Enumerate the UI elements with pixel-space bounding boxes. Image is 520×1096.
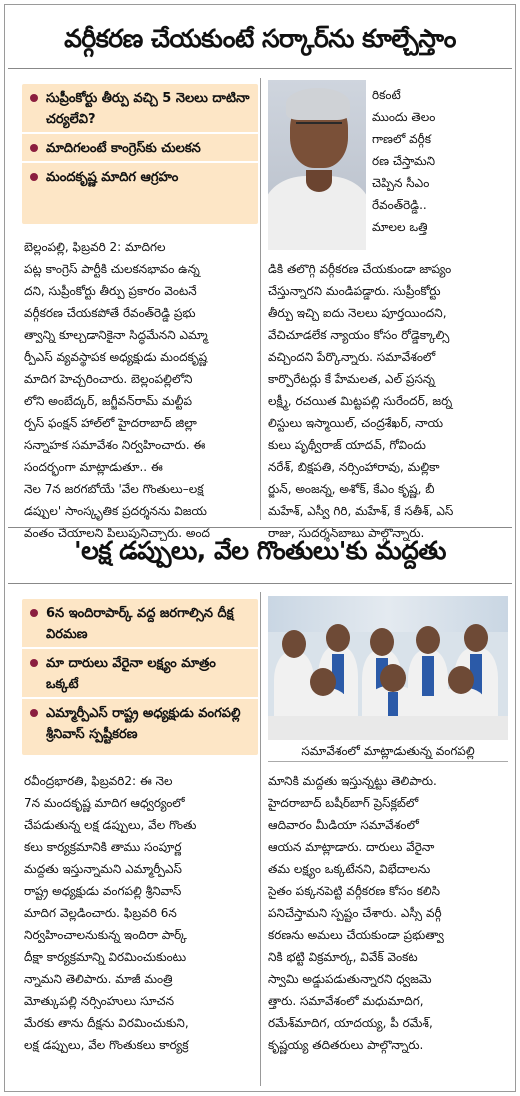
text-line: కలు కార్యక్రమానికి తాము సంపూర్ణ [24, 840, 182, 854]
photo-face [448, 666, 474, 694]
text-line: కరణను అమలు చేయకుండా ప్రభుత్వా [268, 928, 444, 942]
text-line: ముందు తెలం [372, 110, 436, 124]
highlight-item [22, 599, 258, 649]
text-line: నరేశ్, బిక్షపతి, నర్సింహారావు, మల్లికా [268, 460, 440, 474]
text-line: ర్పీఎస్ వ్యవస్థాపక అధ్యక్షుడు మందకృష్ణ [24, 350, 208, 364]
story1-highlights-box [22, 84, 258, 224]
text-line: సన్నాహక సమావేశం నిర్వహించారు. ఈ [24, 438, 206, 452]
text-line: రమేశ్‌మాదిగ, యాదయ్య, పీ రమేశ్, [268, 1016, 433, 1030]
highlight-item [22, 699, 258, 747]
text-line: మానికి మద్దతు ఇస్తున్నట్టు తెలిపారు. [268, 774, 437, 788]
photo-face [326, 624, 350, 652]
text-line: పనిచేస్తామని స్పష్టం చేశారు. ఎస్సీ వర్గీ [268, 906, 442, 920]
photo-table [268, 716, 508, 740]
text-line: చెప్పిన సీఎం [372, 176, 430, 190]
story2-highlights-box [22, 599, 258, 755]
story1-headline: వర్గీకరణ చేయకుంటే సర్కార్‌ను కూల్చేస్తాం [64, 24, 456, 53]
text-line: 7న మందకృష్ణ మాదిగ ఆధ్వర్యంలో [24, 796, 185, 810]
bullet-dot-icon [30, 144, 38, 152]
text-line: రికంటే [372, 88, 401, 102]
text-line: మద్దతు ఇస్తున్నామని ఎమ్మార్పీఎస్ [24, 862, 182, 876]
text-line: వేచిచూడలేక న్యాయం కోసం రోడ్డెక్కాల్సి [268, 328, 450, 342]
highlight-text: మందకృష్ణ మాదిగ ఆగ్రహం [46, 170, 179, 185]
text-line: పట్ల కాంగ్రెస్ పార్టీకి చులకనభావం ఉన్న [24, 262, 200, 276]
text-line: న్నామని తెలిపారు. మాజీ మంత్రి [24, 972, 173, 986]
text-line: సైతం పక్కనపెట్టి వర్గీకరణ కోసం కలిసి [268, 884, 441, 898]
photo-hair [286, 88, 350, 120]
story1-body-right-column [268, 258, 508, 544]
photo-face [416, 626, 440, 654]
divider [8, 583, 512, 584]
bullet-dot-icon [30, 659, 38, 667]
photo-glasses-icon [296, 122, 342, 132]
text-line: రాజు, సుదర్శన్‌బాబు పాల్గొన్నారు. [268, 526, 425, 540]
text-line: రణ చేస్తామని [372, 154, 436, 168]
bullet-dot-icon [30, 173, 38, 181]
text-line: లిస్టులు ఇస్మాయిల్, చంద్రశేఖర్, నాయ [268, 416, 444, 430]
highlight-item [22, 649, 258, 699]
story1-portrait-photo [268, 80, 366, 250]
text-line: దని, సుప్రీంకోర్టు తీర్పు ప్రకారం వెంటనే [24, 284, 197, 298]
text-line: మోత్కుపల్లి నర్సింహులు సూచన [24, 994, 175, 1008]
highlight-item [22, 134, 258, 163]
text-line: వంతం చేయాలని పిలుపునిచ్చారు. అంద [24, 526, 210, 540]
highlight-text: మా దారులు వేరైనా లక్ష్యం మాత్రం ఒక్కటే [46, 656, 216, 692]
bullet-dot-icon [30, 709, 38, 717]
text-line: నిర్వహించాలనుకున్న ఇందిరా పార్క్ [24, 928, 187, 942]
photo-face [310, 668, 336, 696]
text-line: రేవంత్‌రెడ్డి.. [372, 198, 427, 212]
text-line: నెల 7న జరగబోయే 'వేల గొంతులు–లక్ష [24, 482, 204, 496]
text-line: త్వాన్ని కూల్చడానికైనా సిద్ధమేనని ఎమ్మా [24, 328, 208, 342]
highlight-text: 6న ఇందిరాపార్క్ వద్ద జరగాల్సిన దీక్ష విరమణ [46, 606, 234, 642]
text-line: డికి తలొగ్గి వర్గీకరణ చేయకుండా జాప్యం [268, 262, 452, 276]
photo-scarf [422, 656, 434, 696]
photo-caption: సమావేశంలో మాట్లాడుతున్న వంగపల్లి [268, 740, 508, 762]
text-line: ఆయన మాట్లాడారు. దారులు వేరైనా [268, 840, 435, 854]
text-line: ర్పస్ ఫంక్షన్ హాల్‌లో హైదరాబాద్ జిల్లా [24, 416, 197, 430]
column-rule [260, 592, 261, 1086]
highlight-text: మాదిగలంటే కాంగ్రెస్‌కు చులకన [46, 141, 201, 156]
text-line: చేపడుతున్న లక్ష డప్పులు, వేల గొంతు [24, 818, 197, 832]
text-line: లక్ష్మీ, రచయిత మిట్టపల్లి సురేందర్, జర్న [268, 394, 453, 408]
text-line: మాలల ఒత్తి [372, 220, 428, 234]
story2-group-photo [268, 596, 508, 740]
bullet-dot-icon [30, 94, 38, 102]
text-line: డప్పుల' సాంస్కృతిక ప్రదర్శనను విజయ [24, 504, 207, 518]
story1-body-left-column [24, 236, 254, 544]
text-line: మేరకు తాను దీక్షను విరమించుకుని, [24, 1016, 189, 1030]
highlight-text: ఎమ్మార్పీఎస్ రాష్ట్ర అధ్యక్షుడు వంగపల్లి శ్రీనివాస్ స్పష్టీకరణ [46, 706, 241, 742]
highlight-item [22, 163, 258, 190]
photo-face [282, 630, 306, 658]
photo-face [464, 624, 488, 652]
text-line: చేస్తున్నారని మండిపడ్డారు. సుప్రీంకోర్టు [268, 284, 441, 298]
text-line: గాణలో వర్గీక [372, 132, 432, 146]
text-line: మాదిగ హెచ్చరించారు. బెల్లంపల్లిలోని [24, 372, 193, 386]
text-line: సందర్భంగా మాట్లాడుతూ.. ఈ [24, 460, 163, 474]
text-line: బెల్లంపల్లి, ఫిబ్రవరి 2: మాదిగల [24, 240, 166, 254]
text-line: లోని అంబేద్కర్, జగ్జీవన్‌రామ్ మల్టీప [24, 394, 192, 408]
text-line: ర్జున్, అంజన్న, అశోక్, కేఎం కృష్ణ, బీ [268, 482, 435, 496]
story2-body-right-column [268, 770, 508, 1056]
story2-headline: 'లక్ష డప్పులు, వేల గొంతులు'కు మద్దతు [74, 536, 446, 565]
text-line: తీర్పు ఇచ్చి ఐదు నెలలు పూర్తయిందని, [268, 306, 447, 320]
text-line: హైదరాబాద్ బషీర్‌బాగ్ ప్రెస్‌క్లబ్‌లో [268, 796, 419, 810]
text-line: వచ్చిందని పేర్కొన్నారు. సమావేశంలో [268, 350, 436, 364]
photo-face [380, 664, 406, 692]
story2-body-left-column [24, 770, 256, 1056]
text-line: స్వామి అడ్డుపడుతున్నారని ధ్వజమె [268, 972, 432, 986]
text-line: మాదిగ వెల్లడించారు. ఫిబ్రవరి 6న [24, 906, 177, 920]
text-line: కృష్ణయ్య తదితరులు పాల్గొన్నారు. [268, 1038, 424, 1052]
text-line: నికి భట్టి విక్రమార్క, వివేక్ వెంకట [268, 950, 418, 964]
story1-body-beside-photo [372, 84, 504, 238]
photo-face [370, 628, 394, 656]
text-line: మహేశ్, ఎస్వీ గిరి, మహేశ్, కే సతీశ్, ఎస్ [268, 504, 454, 518]
text-line: రాష్ట్ర అధ్యక్షుడు వంగపల్లి శ్రీనివాస్ [24, 884, 182, 898]
text-line: కులు పృథ్వీరాజ్ యాదవ్, గోవిందు [268, 438, 426, 452]
text-line: దీక్షా కార్యక్రమాన్ని విరమించుకుంటు [24, 950, 187, 964]
divider [8, 68, 512, 69]
highlight-text: సుప్రీంకోర్టు తీర్పు వచ్చి 5 నెలలు దాటినా చర్యలేవి? [46, 91, 250, 127]
text-line: కార్పొరేటర్లు కే హేమలత, ఎల్ ప్రసన్న [268, 372, 435, 386]
text-line: లక్ష డప్పులు, వేల గొంతుకలు కార్యక్ర [24, 1038, 189, 1052]
bullet-dot-icon [30, 609, 38, 617]
divider [8, 527, 512, 528]
text-line: తమ లక్ష్యం ఒక్కటేనని, విభేదాలను [268, 862, 431, 876]
text-line: త్తారు. సమావేశంలో మధుమాదిగ, [268, 994, 424, 1008]
text-line: వర్గీకరణ చేయకపోతే రేవంత్‌రెడ్డి ప్రభు [24, 306, 196, 320]
photo-neck [306, 170, 332, 192]
column-rule [260, 78, 261, 520]
text-line: రవీంద్రభారతి, ఫిబ్రవరి2: ఈ నెల [24, 774, 173, 788]
text-line: ఆదివారం మీడియా సమావేశంలో [268, 818, 419, 832]
highlight-item [22, 84, 258, 134]
